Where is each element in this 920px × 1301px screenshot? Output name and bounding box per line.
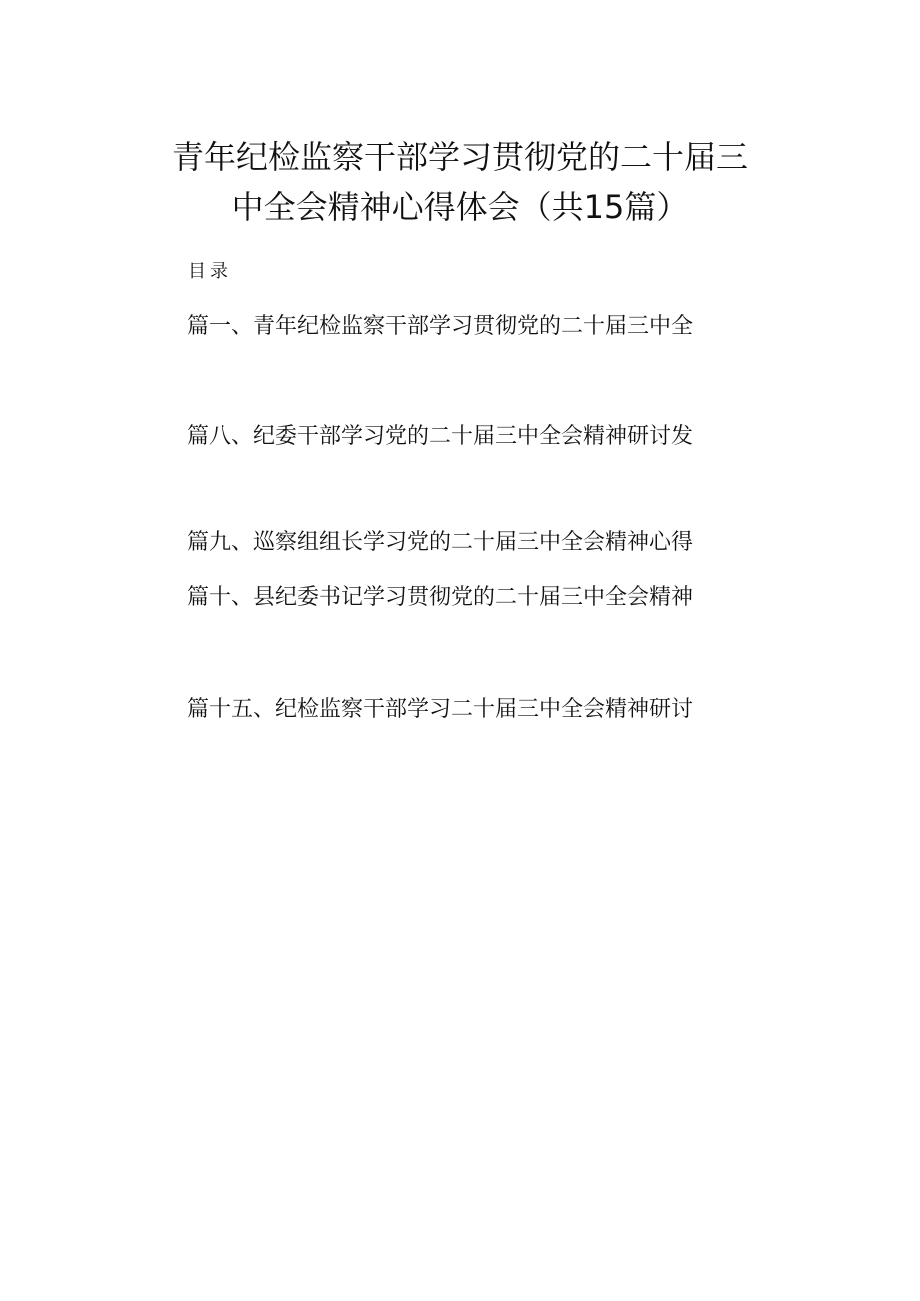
document-title xyxy=(100,132,820,232)
title-line-1: 青年纪检监察干部学习贯彻党的二十届三 xyxy=(171,138,748,176)
title-line-2: 中全会精神心得体会（共15篇） xyxy=(231,188,689,226)
toc-item[interactable]: 篇八、纪委干部学习党的二十届三中全会精神研讨发 xyxy=(187,424,694,449)
toc-item[interactable]: 篇一、青年纪检监察干部学习贯彻党的二十届三中全 xyxy=(187,314,694,339)
toc-label: 目录 xyxy=(188,261,232,282)
toc-item[interactable]: 篇十五、纪检监察干部学习二十届三中全会精神研讨 xyxy=(187,697,694,722)
toc-item[interactable]: 篇九、巡察组组长学习党的二十届三中全会精神心得 xyxy=(187,530,694,555)
toc-item[interactable]: 篇十、县纪委书记学习贯彻党的二十届三中全会精神 xyxy=(187,585,694,610)
